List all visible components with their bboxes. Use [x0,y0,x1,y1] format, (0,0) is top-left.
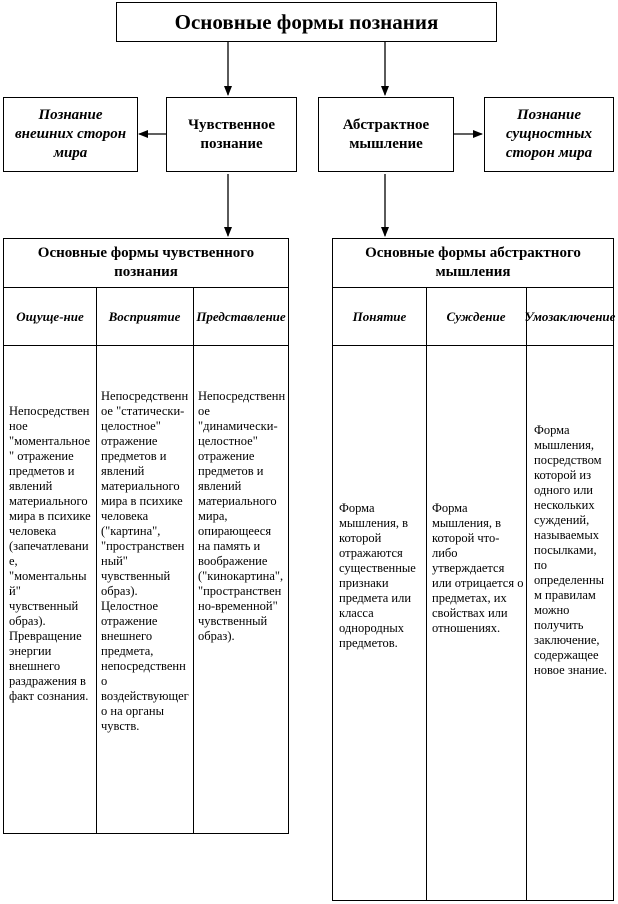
node-sensory-label: Чувственное познание [187,116,276,152]
abstract-col-text-2: Форма мышления, в которой что-либо утверждается или отрицается о предметах, их свойствах или отношениях. [432,501,524,635]
node-abstract-label: Абстрактное мышление [342,116,430,152]
abstract-col-header-3: Умозаключение [524,308,616,324]
abstract-forms-table [332,238,614,901]
sensory-col-text-2: Непосредственное "статически-целостное" отражение предметов и явлений материального мира в психике человека ("картина", "пространственный" чувственный образ). Целостное отражение внешнего предмета, непосредственно воздействующего на органы чувств. [101,389,189,733]
abstract-col-text-3: Форма мышления, посредством которой из одного или нескольких суждений, называемых посылками, по определенным правилам можно получить заключение, содержащее новое знание. [534,423,608,677]
diagram-title: Основные формы познания [174,9,439,34]
node-left-outer [3,97,138,172]
sensory-table-header: Основные формы чувственного познания [37,245,255,280]
node-right-outer [484,97,614,172]
node-right-outer-label: Познание сущностных сторон мира [505,107,593,161]
sensory-col-text-3: Непосредственное "динамически-целостное" отражение предметов и явлений материального мира, опирающееся на память и воображение ("кинокартина", "пространственно-временной" чувственный образ). [198,389,286,643]
diagram-title-box [116,2,497,42]
abstract-col-header-2: Суждение [446,308,506,324]
sensory-col-header-1: Ощуще-ние [16,308,84,324]
sensory-col-text-1: Непосредственное "моментальное" отражение предметов и явлений материального мира в психике человека (запечатлевание, "моментальный" чувственный образ). Превращение энергии внешнего раздражения в факт сознания. [9,404,91,703]
node-left-outer-label: Познание внешних сторон мира [14,107,127,161]
abstract-col-text-1: Форма мышления, в которой отражаются существенные признаки предмета или класса однородных предметов. [339,501,416,650]
node-sensory [166,97,297,172]
node-abstract [318,97,454,172]
sensory-forms-table [3,238,289,834]
abstract-table-header: Основные формы абстрактного мышления [365,245,581,280]
abstract-col-header-1: Понятие [352,308,407,324]
sensory-col-header-2: Восприятие [108,308,181,324]
sensory-col-header-3: Представление [196,308,286,324]
